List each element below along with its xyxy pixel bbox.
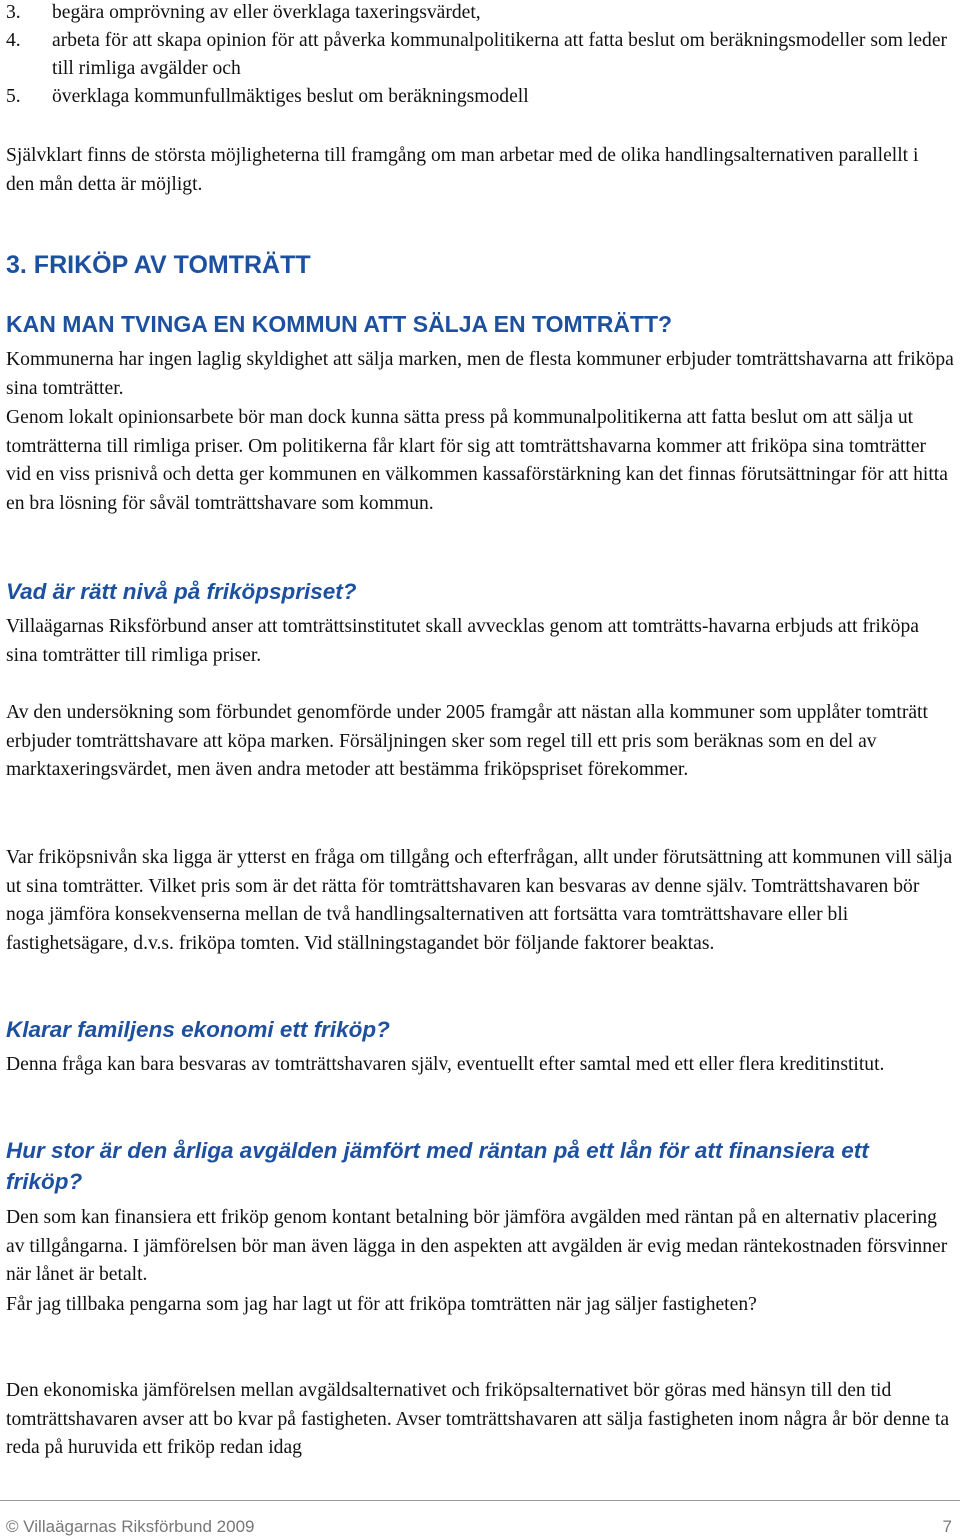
list-item (6, 0, 956, 27)
paragraph-undersökning: Av den undersökning som förbundet genomförde under 2005 framgår att nästan alla kommuner som upplåter tomträtt erbjuder tomträttshavare att köpa marken. Försäljningen sker som regel till ett pris som beräknas som en del av marktaxeringsvärdet, men även andra metoder att bestämma friköpspriset förekommer. (6, 702, 928, 781)
numbered-list (6, 0, 956, 111)
list-item (6, 83, 956, 111)
paragraph-pengarna: Får jag tillbaka pengarna som jag har lagt ut för att friköpa tomträtten när jag säljer fastigheten? (6, 1294, 757, 1315)
list-item-text: begära omprövning av eller överklaga taxeringsvärdet, (52, 2, 481, 23)
question-heading-friköpspris: Vad är rätt nivå på friköpspriset? (6, 579, 357, 604)
subheading: KAN MAN TVINGA EN KOMMUN ATT SÄLJA EN TOMTRÄTT? (6, 311, 673, 337)
question-heading-ekonomi: Klarar familjens ekonomi ett friköp? (6, 1017, 390, 1042)
paragraph-opinionsarbete: Genom lokalt opinionsarbete bör man dock kunna sätta press på kommunalpolitikerna att fatta beslut om att sälja ut tomträtterna till rimliga priser. Om politikerna får klart för sig att tomträttshavarna kommer att friköpa sina tomträtter vid en viss prisnivå och detta ger kommunen en välkommen kassaförstärkning kan det finnas förutsättningar för att hitta en bra lösning för såväl tomträttshavare som kommun. (6, 407, 948, 514)
list-item-number: 3. (6, 2, 21, 23)
list-item-text: arbeta för att skapa opinion för att påverka kommunalpolitikerna att fatta beslut om beräkningsmodeller som leder till rimliga avgälder och (52, 30, 948, 79)
question-heading-avgäld: Hur stor är den årliga avgälden jämfört med räntan på ett lån för att finansiera ett friköp? (6, 1138, 869, 1194)
paragraph-kreditinstitut: Denna fråga kan bara besvaras av tomträttshavaren själv, eventuellt efter samtal med ett eller flera kreditinstitut. (6, 1054, 885, 1075)
page-number: 7 (942, 1517, 952, 1536)
page-footer (6, 1517, 952, 1537)
section-heading: 3. FRIKÖP AV TOMTRÄTT (6, 251, 311, 279)
footer-divider (0, 1500, 960, 1501)
paragraph-friköpsnivå: Var friköpsnivån ska ligga är ytterst en fråga om tillgång och efterfrågan, allt under förutsättning att kommunen vill sälja ut sina tomträtter. Vilket pris som är det rätta för tomträttshavaren kan besvaras av denne själv. Tomträttshavaren bör noga jämföra konsekvenserna mellan de två handlingsalternativen att fortsätta vara tomträttshavare eller bli fastighetsägare, d.v.s. friköpa tomten. Vid ställningstagandet bör följande faktorer beaktas. (6, 847, 953, 954)
list-item-number: 5. (6, 86, 21, 107)
paragraph-kommunerna: Kommunerna har ingen laglig skyldighet att sälja marken, men de flesta kommuner erbjuder tomträttshavarna att friköpa sina tomträtter. (6, 349, 954, 399)
intro-paragraph: Självklart finns de största möjligheterna till framgång om man arbetar med de olika handlingsalternativen parallellt i den mån detta är möjligt. (6, 145, 919, 195)
list-item-text: överklaga kommunfullmäktiges beslut om beräkningsmodell (52, 86, 529, 107)
footer-copyright: © Villaägarnas Riksförbund 2009 (6, 1517, 255, 1536)
paragraph-finansiera: Den som kan finansiera ett friköp genom kontant betalning bör jämföra avgälden med räntan på en alternativ placering av tillgångarna. I jämförelsen bör man även lägga in den aspekten att avgälden är evig medan räntekostnaden försvinner när lånet är betalt. (6, 1207, 948, 1286)
list-item (6, 27, 956, 83)
list-item-number: 4. (6, 30, 21, 51)
paragraph-riksförbundet: Villaägarnas Riksförbund anser att tomträttsinstitutet skall avvecklas genom att tomträtts-havarna erbjuds att friköpa sina tomträtter till rimliga priser. (6, 616, 919, 666)
paragraph-jämförelsen: Den ekonomiska jämförelsen mellan avgäldsalternativet och friköpsalternativet bör göras med hänsyn till den tid tomträttshavaren avser att bo kvar på fastigheten. Avser tomträttshavaren att sälja fastigheten inom några år bör denne ta reda på huruvida ett friköp redan idag (6, 1380, 950, 1459)
